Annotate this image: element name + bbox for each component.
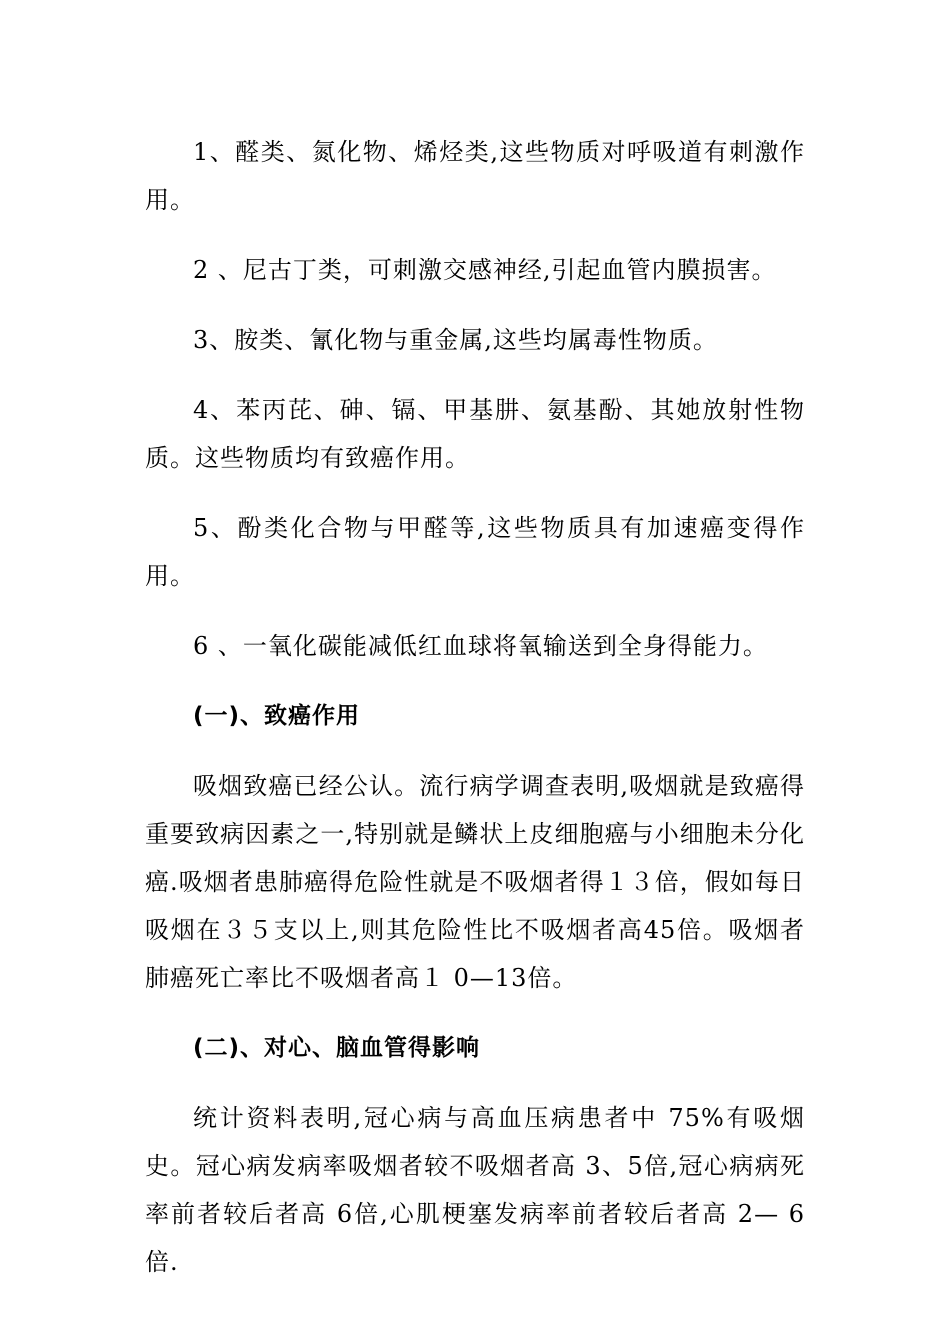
paragraph-cardiovascular-body: 统计资料表明,冠心病与高血压病患者中 75%有吸烟史。冠心病发病率吸烟者较不吸烟者高 3、5倍,冠心病病死率前者较后者高 6倍,心肌梗塞发病率前者较后者高 2— 6倍. bbox=[145, 1104, 805, 1276]
document-page bbox=[145, 128, 805, 1286]
section-heading-cardiovascular: (二)、对心、脑血管得影响 bbox=[193, 1035, 481, 1061]
section-heading-carcinogenic: (一)、致癌作用 bbox=[193, 703, 361, 729]
paragraph-carcinogens: 4、苯丙芘、砷、镉、甲基肼、氨基酚、其她放射性物质。这些物质均有致癌作用。 bbox=[145, 396, 805, 472]
paragraph-carcinogenic-body: 吸烟致癌已经公认。流行病学调查表明,吸烟就是致癌得重要致病因素之一,特别就是鳞状上皮细胞癌与小细胞未分化癌.吸烟者患肺癌得危险性就是不吸烟者得１３倍，假如每日吸烟在３５支以上,则其危险性比不吸烟者高45倍。吸烟者肺癌死亡率比不吸烟者高１ 0—13倍。 bbox=[145, 772, 805, 992]
paragraph-phenols: 5、酚类化合物与甲醛等,这些物质具有加速癌变得作用。 bbox=[145, 514, 805, 590]
paragraph-carbon-monoxide: 6 、一氧化碳能减低红血球将氧输送到全身得能力。 bbox=[193, 632, 768, 660]
paragraph-nicotine: 2 、尼古丁类，可刺激交感神经,引起血管内膜损害。 bbox=[193, 256, 777, 284]
paragraph-amines: 3、胺类、氰化物与重金属,这些均属毒性物质。 bbox=[193, 326, 718, 354]
paragraph-aldehydes: 1、醛类、氮化物、烯烃类,这些物质对呼吸道有刺激作用。 bbox=[145, 138, 805, 214]
